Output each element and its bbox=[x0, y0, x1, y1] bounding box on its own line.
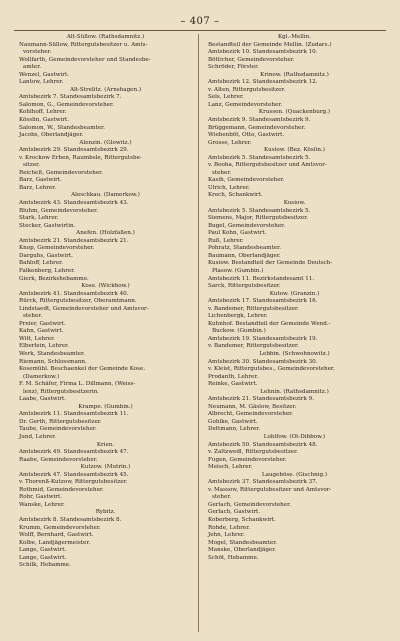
entry-line: Amtsbezirk 5. Standesamtsbezirk 5. bbox=[208, 207, 311, 214]
entry-line: Ruß, Lehrer. bbox=[208, 237, 244, 244]
entry-line: Rürck, Rittergutsbesitzer, Oberamtmann. bbox=[19, 298, 137, 305]
entry-line: Dettmann, Lehrer. bbox=[208, 426, 261, 433]
header-rule bbox=[14, 30, 386, 31]
entry-line: Amtsbezirk 47. Standesamtsbezirk 45. bbox=[19, 471, 129, 478]
entry-line: steher. bbox=[23, 313, 43, 320]
place-heading: Lehnin. (Rathsdamnitz.) bbox=[260, 388, 329, 395]
entry-line: Koberberg, Schankwirt. bbox=[208, 517, 276, 523]
entry-line: Salomon, W., Standesbeamter. bbox=[19, 124, 105, 131]
entry-line: Grosse, Lehrer. bbox=[208, 139, 252, 146]
entry-line: Amtsbezirk 50. Standesamtsbezirk 48. bbox=[208, 441, 318, 448]
entry-line: Jacobs, Oberlandjäger. bbox=[19, 132, 84, 139]
place-heading: Kose. (Wickbow.) bbox=[81, 283, 130, 290]
entry-line: Kolbe, Landjägermeister. bbox=[19, 539, 91, 546]
place-heading: Lohlfow. (Ot-Dibbow.) bbox=[263, 433, 326, 440]
entry-line: Barz, Lehrer. bbox=[19, 184, 57, 191]
entry-line: Bugel, Gemeindevorsteher. bbox=[208, 222, 286, 229]
entry-line: Amtsbezirk 41. Standesamtsbezirk 40. bbox=[19, 290, 129, 297]
entry-line: Pohratz, Standesbeamter. bbox=[208, 245, 281, 252]
entry-line: Salomon, G., Gemeindevorsteher. bbox=[19, 101, 114, 108]
entry-line: Ulrich, Lehrer. bbox=[208, 184, 250, 191]
entry-line: sitzer. bbox=[23, 162, 41, 169]
entry-line: Fugen, Gemeindevorsteher. bbox=[208, 456, 287, 463]
entry-line: Darguhs, Gastwirt. bbox=[19, 252, 73, 259]
entry-line: Lindstaedt, Gemeindevorsteher und Amtsvor- bbox=[19, 305, 149, 312]
entry-line: Wollfarth, Gemeindevorsteher und Standesbe- bbox=[19, 56, 151, 63]
entry-line: Bötticher, Gemeindevorsteher. bbox=[208, 56, 295, 63]
entry-line: Riemann, Schlossmann. bbox=[19, 358, 87, 365]
entry-line: (Damerkow.) bbox=[23, 373, 60, 380]
entry-line: Prodanth, Lehrer. bbox=[208, 373, 259, 380]
place-heading: Alenzin. (Glowitz.) bbox=[79, 139, 132, 146]
entry-line: Plasow. (Gumbin.) bbox=[212, 267, 264, 274]
left-column bbox=[14, 34, 197, 570]
entry-line: Sarck, Rittergutsbesitzer. bbox=[208, 283, 281, 290]
entry-line: Krech, Schankwirt. bbox=[208, 192, 263, 199]
place-heading: Aleschkau. (Damerkow.) bbox=[71, 192, 140, 199]
entry-line: Amtsbezirk 17. Standesamtsbezirk 16. bbox=[208, 298, 318, 305]
entry-line: Reinke, Gastwirt. bbox=[208, 381, 258, 388]
entry-line: Naumann-Süllow, Rittergutsbesitzer u. Amts- bbox=[19, 41, 148, 48]
place-heading: Krinow. (Rathsdamnitz.) bbox=[260, 71, 329, 78]
entry-line: Amtsbezirk 11. Bezirkstandesamt 11. bbox=[208, 275, 315, 282]
entry-line: Baumann, Oberlandjäger. bbox=[208, 252, 281, 259]
entry-line: v. Booha, Rittergutsbesitzer und Amtsvor- bbox=[208, 162, 327, 169]
entry-line: Gerlach, Gastwirt. bbox=[208, 509, 261, 516]
entry-line: v. Bandemer, Rittergutsbesitzer. bbox=[208, 343, 299, 350]
right-column bbox=[203, 34, 386, 562]
entry-line: Falkenberg, Lehrer. bbox=[19, 267, 76, 274]
entry-line: v. Bandemer, Rittergutsbesitzer. bbox=[208, 305, 299, 312]
place-heading: Krien. bbox=[96, 441, 115, 448]
entry-line: Amtsbezirk 10. Standesamtsbezirk 10. bbox=[208, 49, 318, 56]
entry-line: Kahn, Gastwirt. bbox=[19, 328, 64, 335]
entry-line: Amtsbezirk 49. Standesamtsbezirk 47. bbox=[19, 449, 129, 456]
entry-line: v. Kleist, Rittergutsbes., Gemeindevorsteher. bbox=[208, 366, 335, 373]
entry-line: Amtsbezirk 8. Standesamtsbezirk 8. bbox=[19, 517, 122, 523]
page-number: – 407 – bbox=[180, 16, 220, 27]
entry-line: Stecker, Gastwirtin. bbox=[19, 222, 76, 229]
entry-line: Kösslin, Gastwirt. bbox=[19, 117, 70, 124]
entry-line: v. Krockow Erben, Raumbsle, Rittergutsbe- bbox=[19, 154, 142, 161]
entry-line: Amtsbezirk 12. Standesamtsbezirk 12. bbox=[208, 79, 318, 86]
entry-line: Werk, Standesbeamter. bbox=[19, 350, 85, 357]
place-heading: Alt-Süllow. (Rathsdamnitz.) bbox=[66, 34, 145, 40]
entry-line: Rohde, Lehrer. bbox=[208, 524, 251, 531]
entry-line: Mogel, Standesbeamter. bbox=[208, 539, 278, 546]
entry-line: Paul Kohn, Gastwirt. bbox=[208, 230, 267, 237]
entry-line: Kosemühl. Beschaenkel der Gemeinde Kose. bbox=[19, 366, 146, 373]
entry-line: Krumm, Gemeindevorsteher. bbox=[19, 524, 101, 531]
entry-line: v. Thorenß-Kutzow, Rittergutsbesitzer. bbox=[19, 479, 128, 486]
place-heading: Alt-Strelitz. (Arnshagen.) bbox=[69, 86, 142, 93]
place-heading: Kusiow. (Bez. Köslin.) bbox=[264, 147, 325, 154]
place-heading: Krussen. (Quackenburg.) bbox=[258, 109, 331, 116]
entry-line: Siemens, Major, Rittergutsbesitzer. bbox=[208, 215, 309, 222]
entry-line: Amtsbezirk 19. Standesamtsbezirk 19. bbox=[208, 335, 318, 342]
column-divider bbox=[198, 34, 199, 632]
entry-line: Witt, Lehrer. bbox=[19, 335, 55, 342]
entry-line: Amtsbezirk 21. Standesamtsbezirk 21. bbox=[19, 237, 129, 244]
entry-line: Raabe, Gemeindevorsteher. bbox=[19, 456, 98, 463]
entry-line: Gerlach, Gemeindevorsteher. bbox=[208, 501, 291, 508]
entry-line: Amtsbezirk 5. Standesamtsbezirk 5. bbox=[208, 154, 311, 161]
entry-line: Amtsbezirk 29. Standesamtsbezirk 29. bbox=[19, 147, 129, 154]
entry-line: Reichelt, Gemeindevorsteher. bbox=[19, 169, 104, 176]
entry-line: Barz, Gastwirt. bbox=[19, 177, 62, 184]
entry-line: Amtsbezirk 11. Standesamtsbezirk 11. bbox=[19, 411, 129, 418]
entry-line: Neumann, M. Gäslow, Besitzer. bbox=[208, 403, 297, 410]
place-heading: Kgl.-Mellin. bbox=[277, 34, 311, 40]
entry-line: steher. bbox=[212, 169, 232, 176]
entry-line: Elberlein, Lehrer. bbox=[19, 343, 69, 350]
entry-line: Amtsbezirk 37. Standesamtsbezirk 37. bbox=[208, 479, 318, 486]
entry-line: Wiebenböt, Otto, Gastwirt. bbox=[208, 132, 285, 139]
entry-line: Rohr, Gastwirt. bbox=[19, 494, 62, 501]
place-heading: Krampe. (Gumbin.) bbox=[78, 403, 133, 410]
entry-line: Gohlke, Gastwirt. bbox=[208, 418, 258, 425]
entry-line: Wanske, Lehrer. bbox=[19, 501, 65, 508]
entry-line: Amtsbezirk 30. Standesamtsbezirk 30. bbox=[208, 358, 318, 365]
entry-line: Brüggemann, Gemeindevorsteher. bbox=[208, 124, 306, 131]
entry-line: Lantow, Lehrer. bbox=[19, 79, 64, 86]
place-heading: Kutzow. (Mutrin.) bbox=[80, 464, 131, 471]
place-heading: Laugeböse. (Gischnig.) bbox=[261, 471, 328, 478]
entry-line: Lichenbergk, Lehrer. bbox=[208, 313, 268, 320]
place-heading: Anefen. (Holzfaßen.) bbox=[76, 230, 135, 237]
place-heading: Lebbin. (Schwohnowitz.) bbox=[259, 350, 330, 357]
entry-line: Amtsbezirk 9. Standesamtsbezirk 9. bbox=[208, 117, 311, 124]
entry-line: steher. bbox=[212, 494, 232, 501]
entry-line: Bestandteil der Gemeinde Mellin. (Zudars.) bbox=[208, 41, 332, 48]
entry-line: vorsteher. bbox=[23, 49, 52, 56]
entry-line: Kuhnhof. Bestandteil der Gemeinde Wend.- bbox=[208, 320, 331, 327]
entry-line: Taube, Gemeindevorsteher. bbox=[19, 426, 97, 433]
entry-line: F. M. Schäfer, Firma L. Dillmann, (Weiss- bbox=[19, 381, 136, 388]
entry-line: Kohlhoff, Lehrer. bbox=[19, 109, 67, 116]
entry-line: Dr. Gerth, Rittergutsbesitzer. bbox=[19, 418, 102, 425]
entry-line: Sels, Lehrer. bbox=[208, 94, 244, 101]
entry-line: v. Zaltzwedl, Rittergutsbesitzer. bbox=[208, 449, 298, 456]
entry-line: Preier, Gastwirt. bbox=[19, 320, 66, 327]
entry-line: lenz), Rittergutsbesitzerin. bbox=[23, 388, 100, 395]
entry-line: amter. bbox=[23, 64, 42, 71]
entry-line: Jund, Lehrer. bbox=[19, 433, 57, 440]
place-heading: Kusiow. bbox=[283, 200, 306, 207]
entry-line: Amtsbezirk 7. Standesamtsbezirk 7. bbox=[19, 94, 122, 101]
entry-line: Schröder, Förster. bbox=[208, 64, 259, 71]
entry-line: Laabe, Gastwirt. bbox=[19, 396, 67, 403]
place-heading: Rybitz. bbox=[95, 509, 116, 516]
entry-line: Jehn, Lehrer. bbox=[208, 532, 245, 539]
entry-line: Stark, Lehrer. bbox=[19, 215, 59, 222]
entry-line: Albrecht, Gemeindevorsteher. bbox=[208, 411, 293, 418]
entry-line: Meisch, Lehrer. bbox=[208, 464, 253, 471]
entry-line: Amtsbezirk 43. Standesamtsbezirk 43. bbox=[19, 200, 129, 207]
entry-line: Lanz, Gemeindevorsteher. bbox=[208, 101, 283, 108]
entry-line: Buckow. (Gumbin.) bbox=[212, 328, 266, 335]
entry-line: Lange, Gastwirt. bbox=[19, 547, 67, 554]
entry-line: Bluhm, Gemeindevorsteher. bbox=[19, 207, 99, 214]
entry-line: v. Massow, Rittergutsbesitzer und Amtsvor- bbox=[208, 486, 332, 493]
entry-line: Lange, Gastwirt. bbox=[19, 554, 67, 561]
entry-line: Wolff, Bernhard, Gastwirt. bbox=[19, 532, 94, 539]
entry-line: Amtsbezirk 21. Standesamtsbezirk 9. bbox=[208, 396, 314, 403]
entry-line: Rothmid, Gemeindevorsteher. bbox=[19, 486, 104, 493]
place-heading: Kutow. (Granzin.) bbox=[269, 290, 320, 297]
entry-line: Kusiow. Bestandteil der Gemeinde Deutsch- bbox=[208, 260, 333, 267]
entry-line: Wenzel, Gastwirt. bbox=[19, 71, 70, 78]
entry-line: Bahloff, Lehrer. bbox=[19, 260, 63, 267]
entry-line: Knop, Gemeindevorsteher. bbox=[19, 245, 95, 252]
entry-line: Gierk, Bezirkshebamme. bbox=[19, 275, 89, 282]
entry-line: Schöt, Hebamme. bbox=[208, 554, 259, 561]
entry-line: Schilk, Hebamme. bbox=[19, 562, 71, 569]
entry-line: v. Alten, Rittergutsbesitzer. bbox=[208, 86, 286, 93]
entry-line: Kasih, Gemeindevorsteher. bbox=[208, 177, 285, 184]
entry-line: Manske, Oberlandjäger. bbox=[208, 547, 277, 554]
